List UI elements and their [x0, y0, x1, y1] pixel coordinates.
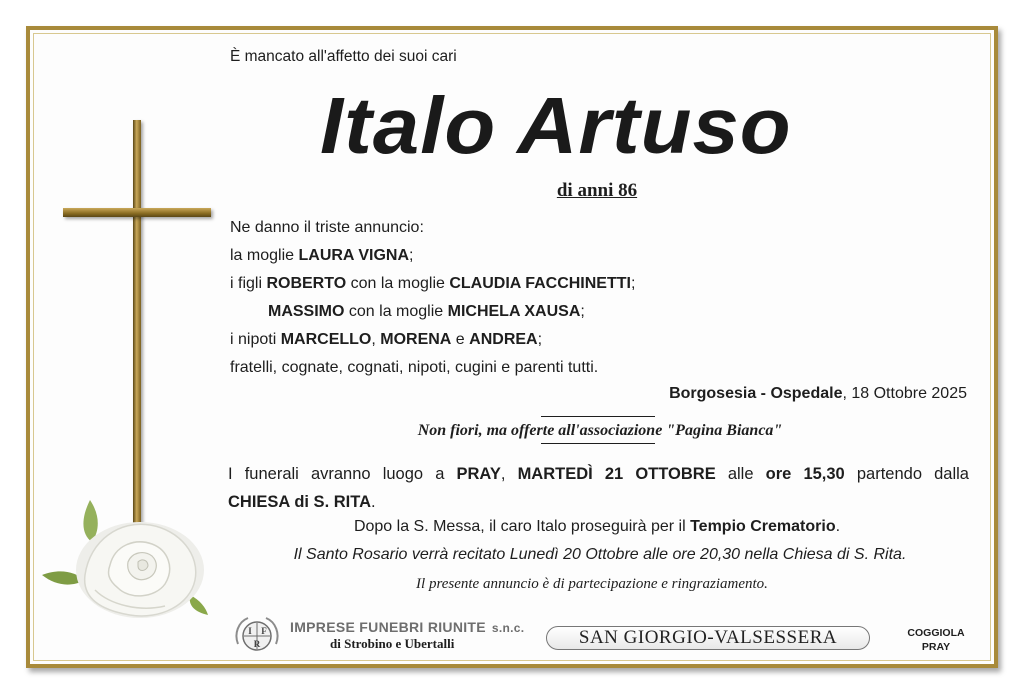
grandchild-name: ANDREA: [469, 331, 538, 348]
company-title: IMPRESE FUNEBRI RIUNITE: [290, 619, 486, 635]
connector: partendo dalla: [844, 465, 969, 483]
grandchildren-line: [230, 330, 542, 350]
flowers-note: Non fiori, ma offerte all'associazione "Pagina Bianca": [417, 422, 783, 439]
funeral-prefix: I funerali avranno luogo a: [228, 465, 457, 483]
crematorium: Tempio Crematorio: [690, 518, 836, 535]
separator: e: [451, 331, 470, 348]
funeral-company-logo-icon: [232, 614, 282, 656]
footer-town: COGGIOLA: [907, 627, 965, 639]
grandchildren-prefix: i nipoti: [230, 331, 281, 348]
line-suffix: .: [835, 518, 841, 535]
child-name: ROBERTO: [266, 275, 347, 292]
logo-letter: I: [248, 626, 252, 636]
place-date-line: [669, 384, 967, 404]
wife-suffix: ;: [409, 247, 414, 264]
funeral-church: CHIESA di S. RITA: [228, 493, 372, 511]
funeral-town: PRAY: [456, 465, 501, 483]
connector: alle: [715, 465, 766, 483]
children-line-2: [268, 302, 585, 322]
grandchild-name: MARCELLO: [280, 331, 372, 348]
child-name: MASSIMO: [268, 303, 345, 320]
funeral-paragraph: [228, 460, 969, 516]
spouse-name: MICHELA XAUSA: [447, 303, 581, 320]
footer-town: PRAY: [921, 641, 951, 653]
divider-top: [541, 416, 655, 417]
logo-letter: R: [253, 639, 261, 649]
line-suffix: ;: [630, 275, 636, 292]
company-suffix: s.n.c.: [491, 621, 525, 635]
opening-line: È mancato all'affetto dei suoi cari: [230, 48, 457, 65]
line-suffix: ;: [537, 331, 543, 348]
grandchild-name: MORENA: [380, 331, 452, 348]
separator: ,: [371, 331, 381, 348]
children-prefix: i figli: [230, 275, 267, 292]
spouse-name: CLAUDIA FACCHINETTI: [449, 275, 631, 292]
funeral-time: ore 15,30: [765, 465, 845, 483]
divider-bottom: [541, 443, 655, 444]
line-suffix: .: [371, 493, 376, 511]
wife-prefix: la moglie: [230, 247, 299, 264]
line-suffix: ;: [580, 303, 585, 320]
age-line: di anni 86: [556, 180, 638, 201]
cross-icon-horizontal-bar: [63, 208, 211, 217]
wife-line: [230, 246, 413, 266]
funeral-line-2: [228, 493, 376, 511]
rosary-line: Il Santo Rosario verrà recitato Lunedì 20 Ottobre alle ore 20,30 nella Chiesa di S. Rita.: [293, 546, 907, 563]
spouse-connector: con la moglie: [344, 303, 448, 320]
deceased-name: Italo Artuso: [320, 81, 792, 170]
children-line-1: [230, 274, 635, 294]
death-place: Borgosesia - Ospedale: [669, 385, 843, 402]
spouse-connector: con la moglie: [346, 275, 450, 292]
announcement-intro: Ne danno il triste annuncio:: [230, 219, 424, 236]
mass-line: [0, 517, 1024, 537]
wife-name: LAURA VIGNA: [298, 247, 409, 264]
relatives-line: fratelli, cognate, cognati, nipoti, cugini e parenti tutti.: [230, 359, 599, 376]
company-owners: di Strobino e Ubertalli: [330, 636, 455, 651]
funeral-line-1: [228, 460, 969, 488]
mass-prefix: Dopo la S. Messa, il caro Italo proseguirà per il: [353, 518, 691, 535]
logo-letter: F: [261, 626, 267, 636]
funeral-day: MARTEDÌ 21 OTTOBRE: [517, 465, 716, 483]
locality-badge: SAN GIORGIO-VALSESSERA: [546, 626, 870, 650]
separator: ,: [500, 465, 518, 483]
death-date: , 18 Ottobre 2025: [842, 385, 967, 402]
closing-notice: Il presente annuncio è di partecipazione e ringraziamento.: [416, 576, 768, 592]
